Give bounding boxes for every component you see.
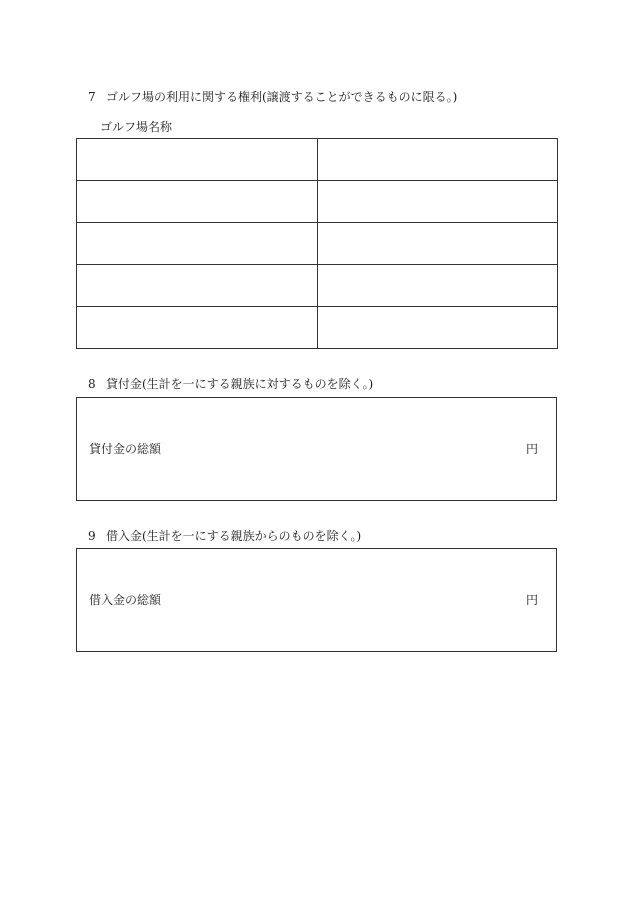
- loan-receivable-total-label: 貸付金の総額: [89, 442, 162, 456]
- golf-course-name-cell[interactable]: [77, 139, 318, 181]
- golf-course-detail-cell[interactable]: [318, 181, 558, 223]
- borrowing-total-label: 借入金の総額: [89, 593, 162, 607]
- table-row: [77, 223, 558, 265]
- yen-unit-label: 円: [525, 442, 538, 456]
- section-9-heading: [88, 528, 361, 544]
- table-row: [77, 265, 558, 307]
- section-7-heading: [88, 89, 457, 105]
- section-9-title: 借入金(生計を一にする親族からのものを除く。): [106, 529, 362, 543]
- loan-receivable-box[interactable]: [76, 397, 557, 501]
- golf-course-detail-cell[interactable]: [318, 307, 558, 349]
- table-row: [77, 181, 558, 223]
- table-row: [77, 307, 558, 349]
- section-7-title: ゴルフ場の利用に関する権利(譲渡することができるものに限る。): [106, 90, 458, 104]
- golf-course-detail-cell[interactable]: [318, 139, 558, 181]
- section-8-title: 貸付金(生計を一にする親族に対するものを除く。): [106, 377, 374, 391]
- golf-course-name-label: ゴルフ場名称: [100, 120, 173, 134]
- golf-course-name-cell[interactable]: [77, 307, 318, 349]
- yen-unit-label: 円: [525, 593, 538, 607]
- golf-course-name-cell[interactable]: [77, 223, 318, 265]
- golf-course-detail-cell[interactable]: [318, 223, 558, 265]
- golf-course-name-cell[interactable]: [77, 181, 318, 223]
- section-7-number: 7: [88, 90, 96, 104]
- golf-course-name-cell[interactable]: [77, 265, 318, 307]
- section-8-number: 8: [88, 377, 96, 391]
- golf-course-detail-cell[interactable]: [318, 265, 558, 307]
- table-row: [77, 139, 558, 181]
- borrowing-box[interactable]: [76, 548, 557, 652]
- section-8-heading: [88, 376, 373, 392]
- section-9-number: 9: [88, 529, 96, 543]
- golf-rights-table: [76, 138, 558, 349]
